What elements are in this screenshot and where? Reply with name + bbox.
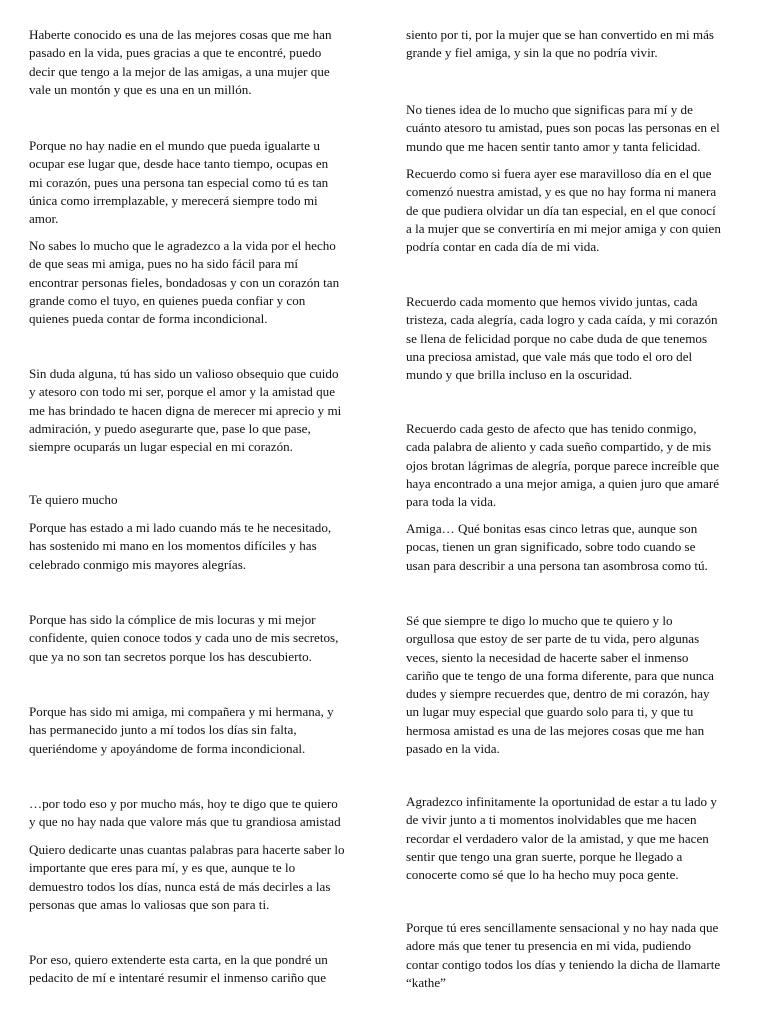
paragraph: Porque has sido mi amiga, mi compañera y mi hermana, y has permanecido junto a mí todos los días sin falta, queriéndome y apoyándome de forma incondicional. [29, 704, 334, 756]
paragraph: Porque no hay nadie en el mundo que pueda igualarte u ocupar ese lugar que, desde hace tanto tiempo, ocupas en mi corazón, pues una persona tan especial como tú es tan única como irremplazable, y merecerá siempre todo mi amor. [29, 138, 329, 227]
section-heading: Te quiero mucho [29, 492, 118, 507]
paragraph: Por eso, quiero extenderte esta carta, en la que pondré un pedacito de mí e intentaré resumir el inmenso cariño que [29, 952, 328, 986]
paragraph: Haberte conocido es una de las mejores cosas que me han pasado en la vida, pues gracias a que te encontré, puedo decir que tengo a la mejor de las amigas, a una mujer que vale un montón y que es una en un millón. [29, 27, 332, 97]
paragraph: Porque tú eres sencillamente sensacional y no hay nada que adore más que tener tu presencia en mi vida, pudiendo contar contigo todos los días y teniendo la dicha de llamarte “kathe” [406, 920, 721, 990]
paragraph: Recuerdo cada gesto de afecto que has tenido conmigo, cada palabra de aliento y cada sueño compartido, y de mis ojos brotan lágrimas de alegría, porque parece increíble que haya encontrado a una mejor amiga, a quien juro que amaré para toda la vida. [406, 421, 720, 510]
paragraph: Sé que siempre te digo lo mucho que te quiero y lo orgullosa que estoy de ser parte de tu vida, pero algunas veces, siento la necesidad de hacerte saber el inmenso cariño que te tengo de una forma diferente, para que nunca dudes y siempre recuerdes que, dentro de mi corazón, hay un lugar muy especial que guardo solo para ti, y que tu hermosa amistad es una de las mejores cosas que me han pasado en la vida. [406, 613, 714, 757]
paragraph: Amiga… Qué bonitas esas cinco letras que, aunque son pocas, tienen un gran significado, sobre todo cuando se usan para describir a una persona tan asombrosa como tú. [406, 521, 708, 573]
paragraph: Recuerdo como si fuera ayer ese maravilloso día en el que comenzó nuestra amistad, y es que no hay forma ni manera de que pudiera olvidar un día tan especial, en el que conocí a la mujer que se convertiría en mi mejor amiga y con quien podría contar en cada día de mi vida. [406, 166, 721, 255]
paragraph: siento por ti, por la mujer que se han convertido en mi más grande y fiel amiga, y sin la que no podría vivir. [406, 27, 714, 61]
paragraph: No sabes lo mucho que le agradezco a la vida por el hecho de que seas mi amiga, pues no ha sido fácil para mí encontrar personas fieles, bondadosas y con un corazón tan grande como el tuyo, en quienes pueda confiar y con quienes pueda contar de forma incondicional. [29, 238, 340, 327]
paragraph: No tienes idea de lo mucho que significas para mí y de cuánto atesoro tu amistad, pues son pocas las personas en el mundo que me hacen sentir tanto amor y tanta felicidad. [406, 102, 720, 154]
paragraph: Porque has estado a mi lado cuando más te he necesitado, has sostenido mi mano en los momentos difíciles y has celebrado conmigo mis mayores alegrías. [29, 520, 332, 572]
paragraph: …por todo eso y por mucho más, hoy te digo que te quiero y que no hay nada que valore más que tu grandiosa amistad [29, 796, 341, 830]
paragraph: Sin duda alguna, tú has sido un valioso obsequio que cuido y atesoro con todo mi ser, porque el amor y la amistad que me has brindado te hacen digna de merecer mi aprecio y mi admiración, y puedo asegurarte que, pase lo que pase, siempre ocuparás un lugar especial en mi corazón. [29, 366, 342, 455]
paragraph: Agradezco infinitamente la oportunidad de estar a tu lado y de vivir junto a ti momentos inolvidables que me hacen recordar el verdadero valor de la amistad, y que me hacen sentir que tengo una gran suerte, porque he llegado a conocerte como sé que lo ha hecho muy poca gente. [406, 794, 717, 883]
paragraph: Recuerdo cada momento que hemos vivido juntas, cada tristeza, cada alegría, cada logro y cada caída, y mi corazón se llena de felicidad porque no cabe duda de que tenemos una preciosa amistad, que vale más que todo el oro del mundo y que brilla incluso en la oscuridad. [406, 294, 718, 383]
paragraph: Quiero dedicarte unas cuantas palabras para hacerte saber lo importante que eres para mí, y es que, aunque te lo demuestro todos los días, nunca está de más decirles a las personas que amas lo valiosas que son para ti. [29, 842, 345, 912]
paragraph: Porque has sido la cómplice de mis locuras y mi mejor confidente, quien conoce todos y cada uno de mis secretos, que ya no son tan secretos porque los has descubierto. [29, 612, 339, 664]
